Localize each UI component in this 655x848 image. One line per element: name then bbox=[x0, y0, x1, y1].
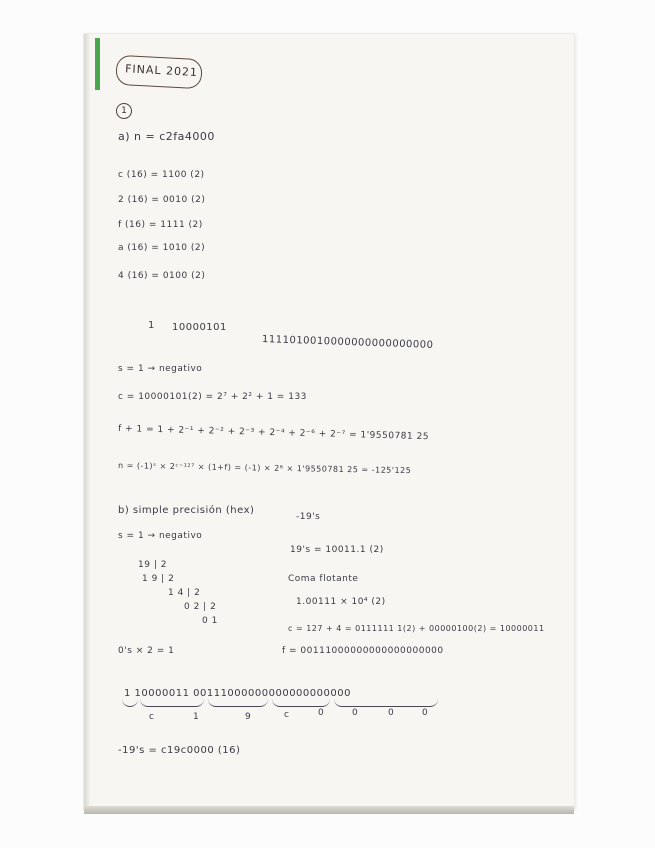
division-row: 1 9 | 2 bbox=[142, 574, 175, 584]
division-table bbox=[120, 560, 260, 632]
sheet-binding-edge bbox=[84, 34, 90, 810]
hex-digit: 1 bbox=[193, 712, 200, 722]
fraction-bits: f = 00111000000000000000000 bbox=[282, 646, 444, 656]
part-a-given: a) n = c2fa4000 bbox=[118, 130, 215, 143]
part-b-sign-line: s = 1 → negativo bbox=[118, 531, 203, 541]
hex-bin-row: 2 (16) = 0010 (2) bbox=[118, 195, 206, 205]
division-row: 19 | 2 bbox=[138, 560, 167, 570]
hex-digit: 0 bbox=[352, 708, 359, 718]
hex-digit: c bbox=[284, 710, 290, 720]
sheet-bottom-edge bbox=[84, 806, 574, 814]
part-b-title: b) simple precisión (hex) bbox=[118, 505, 255, 516]
bits-sign: 1 bbox=[148, 320, 155, 331]
nibble-brace bbox=[272, 698, 330, 707]
exponent-line: c = 10000101(2) = 2⁷ + 2² + 1 = 133 bbox=[118, 392, 307, 402]
bits-exponent: 10000101 bbox=[172, 322, 227, 333]
nibble-brace bbox=[208, 698, 268, 707]
final-bits: 1 10000011 00111000000000000000000 bbox=[124, 688, 351, 699]
exercise-number: 1 bbox=[116, 103, 132, 119]
green-page-tab bbox=[95, 38, 100, 90]
coma-flotante-label: Coma flotante bbox=[288, 574, 359, 584]
hex-bin-row: c (16) = 1100 (2) bbox=[118, 170, 205, 180]
hex-bin-row: 4 (16) = 0100 (2) bbox=[118, 271, 206, 281]
hex-digit: 9 bbox=[245, 712, 252, 722]
normalized-value: 1.00111 × 10⁴ (2) bbox=[296, 597, 386, 607]
sign-line: s = 1 → negativo bbox=[118, 364, 203, 374]
hex-digit: 0 bbox=[318, 708, 325, 718]
hex-digit: c bbox=[149, 712, 155, 722]
fraction-calc: 0's × 2 = 1 bbox=[118, 646, 175, 656]
division-row: 0 1 bbox=[202, 616, 218, 626]
nibble-brace bbox=[140, 698, 204, 707]
binary-value: 19's = 10011.1 (2) bbox=[290, 545, 384, 555]
hex-bin-row: a (16) = 1010 (2) bbox=[118, 243, 206, 253]
final-answer: -19's = c19c0000 (16) bbox=[118, 745, 241, 756]
mantissa-line: f + 1 = 1 + 2⁻¹ + 2⁻² + 2⁻³ + 2⁻⁴ + 2⁻⁶ + 2⁻⁷ = 1'9550781 25 bbox=[117, 424, 430, 443]
exam-title: FINAL 2021 bbox=[124, 62, 199, 80]
division-row: 1 4 | 2 bbox=[168, 588, 201, 598]
hex-bin-row: f (16) = 1111 (2) bbox=[118, 220, 203, 230]
hex-digit: 0 bbox=[388, 708, 395, 718]
exponent-calc: c = 127 + 4 = 0111111 1(2) + 00000100(2) = 10000011 bbox=[288, 624, 545, 633]
nibble-brace bbox=[334, 698, 438, 707]
bits-mantissa: 1111010010000000000000000 bbox=[261, 334, 434, 351]
division-row: 0 2 | 2 bbox=[184, 602, 217, 612]
exam-title-badge bbox=[115, 55, 202, 89]
part-b-value: -19's bbox=[296, 512, 321, 522]
hex-digit: 0 bbox=[422, 708, 429, 718]
result-line: n = (-1)ˢ × 2ᶜ⁻¹²⁷ × (1+f) = (-1) × 2⁶ × 1'9550781 25 = -125'125 bbox=[117, 461, 412, 476]
